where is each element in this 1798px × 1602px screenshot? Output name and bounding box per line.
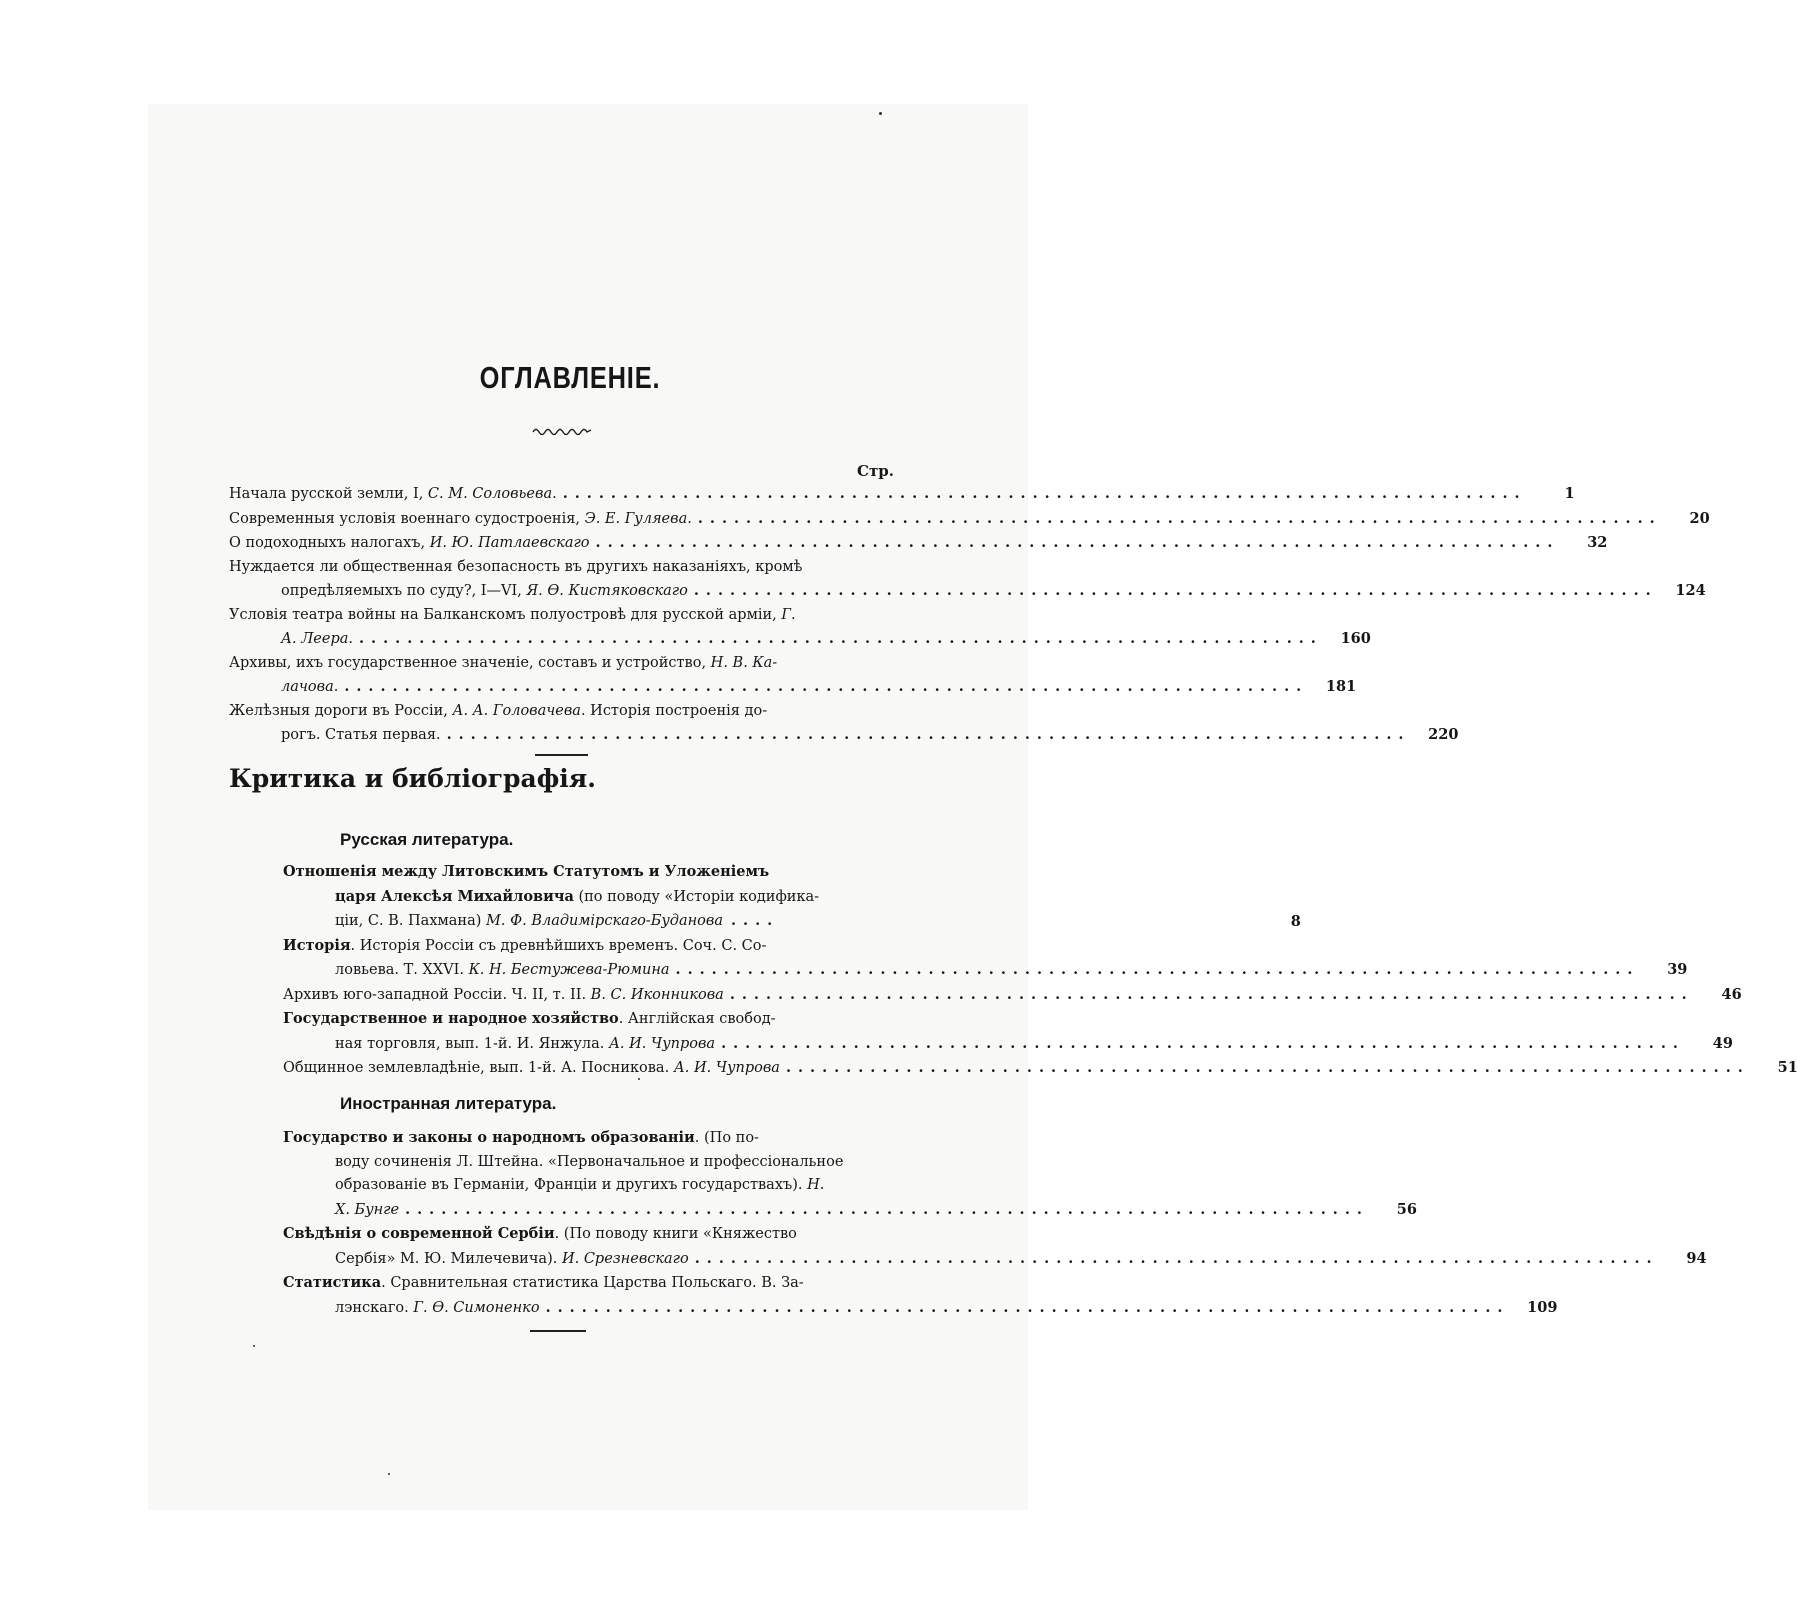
foreign-lit-heading: Иностранная литература. xyxy=(340,1094,557,1113)
divider-rule xyxy=(535,754,588,756)
toc-entry-text-line: ная торговля, вып. 1-й. И. Янжула. А. И. Чупрова xyxy=(335,1035,716,1052)
print-speck xyxy=(253,1345,255,1347)
toc-entry[interactable] xyxy=(229,531,1608,556)
toc-entry-text-line: Архивъ юго-западной Россiи. Ч. II, т. II. В. С. Иконникова xyxy=(283,986,724,1003)
toc-entry-text-line: Архивы, ихъ государственное значенiе, составъ и устройство, Н. В. Ка- xyxy=(229,654,778,671)
toc-entry[interactable] xyxy=(283,1007,1733,1056)
toc-entry[interactable] xyxy=(229,507,1710,532)
toc-entry-text-line: воду сочиненiя Л. Штейна. «Первоначальное и профессiональное xyxy=(335,1153,844,1170)
toc-entry-page: 181 xyxy=(1325,678,1357,695)
leader-dots: ................................................................................ xyxy=(693,582,1658,599)
leader-dots: ................................................................................ xyxy=(697,509,1662,527)
toc-entry-text-line: Сербiя» М. Ю. Милечевича). И. Срезневскаго xyxy=(335,1250,689,1267)
toc-russian-literature xyxy=(283,860,1798,1081)
toc-entry-text-line: опредѣляемыхъ по суду?, I—VI, Я. Ѳ. Кистяковскаго xyxy=(281,583,688,599)
toc-entry-page: 39 xyxy=(1667,961,1688,978)
toc-entry[interactable] xyxy=(283,1222,1707,1271)
toc-entry-text-line: образованiе въ Германiи, Францiи и другихъ государствахъ). Н. xyxy=(335,1177,825,1193)
toc-entry-text-line: цiи, С. В. Пахмана) М. Ф. Владимiрскаго-Буданова .... xyxy=(335,912,780,929)
toc-entry-text-line: О подоходныхъ налогахъ, И. Ю. Патлаевскаго xyxy=(229,535,590,551)
toc-entry-page: 51 xyxy=(1777,1059,1798,1076)
toc-entry-text-line: царя Алексѣя Михайловича (по поводу «Исторiи кодифика- xyxy=(335,887,820,905)
toc-entry-text-line: Отношенiя между Литовскимъ Статутомъ и Уложенiемъ xyxy=(283,863,770,880)
toc-entry-text-line: ловьева. Т. XXVI. К. Н. Бестужева-Рюмина xyxy=(335,962,670,978)
toc-entry[interactable] xyxy=(283,1271,1558,1320)
leader-dots: ................................................................................ xyxy=(545,1298,1510,1316)
toc-entry-text-line: лэнскаго. Г. Ѳ. Симоненко xyxy=(335,1299,540,1316)
toc-entry[interactable] xyxy=(283,1126,1417,1222)
leader-dots: .... xyxy=(730,912,780,929)
toc-entry-text-line: А. Леера. xyxy=(281,631,353,647)
toc-entry[interactable] xyxy=(283,1056,1798,1081)
toc-entry-page: 46 xyxy=(1721,985,1742,1003)
title-ornament xyxy=(533,426,591,436)
toc-entry-page: 56 xyxy=(1396,1200,1417,1218)
toc-entry-page: 124 xyxy=(1675,582,1706,599)
toc-entry-text-line: Свѣдѣнiя о современной Сербiи. (По поводу книги «Княжество xyxy=(283,1225,797,1242)
toc-entry-text-line: Общинное землевладѣнiе, вып. 1-й. А. Посникова. А. И. Чупрова xyxy=(283,1060,780,1076)
toc-entry-text-line: лачова. xyxy=(281,679,339,695)
toc-entry-page: 109 xyxy=(1527,1298,1558,1316)
leader-dots: ................................................................................ xyxy=(721,1034,1685,1052)
toc-entry-text-line: Государство и законы о народномъ образованiи. (По по- xyxy=(283,1129,759,1146)
toc-entry-text-line: Нуждается ли общественная безопасность въ другихъ наказанiяхъ, кромѣ xyxy=(229,558,803,575)
leader-dots: ................................................................................ xyxy=(694,1249,1659,1267)
leader-dots: ................................................................................ xyxy=(344,678,1309,695)
leader-dots: ................................................................................ xyxy=(729,985,1694,1003)
toc-entry[interactable] xyxy=(283,983,1742,1008)
toc-entry-text-line: рогъ. Статья первая. xyxy=(281,727,441,743)
toc-entry[interactable] xyxy=(229,482,1575,507)
toc-entry[interactable] xyxy=(229,604,1371,652)
toc-entry[interactable] xyxy=(283,860,1301,934)
print-speck xyxy=(879,112,882,115)
leader-dots: ................................................................................ xyxy=(446,726,1411,743)
section-heading: Критика и библiографiя. xyxy=(229,764,596,793)
toc-entry-text-line: Желѣзныя дороги въ Россiи, А. А. Головачева. Исторiя построенiя до- xyxy=(229,702,768,719)
russian-lit-heading: Русская литература. xyxy=(340,830,514,849)
toc-entry-page: 94 xyxy=(1686,1249,1707,1267)
toc-entry[interactable] xyxy=(229,556,1706,604)
toc-entry-page: 32 xyxy=(1587,534,1608,551)
print-speck xyxy=(388,1473,390,1475)
toc-entry-page: 49 xyxy=(1712,1034,1733,1052)
toc-entry-page: 160 xyxy=(1340,630,1371,647)
leader-dots: ................................................................................ xyxy=(785,1059,1750,1076)
toc-entry-page: 1 xyxy=(1564,485,1575,502)
toc-entry-text-line: Х. Бунге xyxy=(335,1201,400,1218)
toc-foreign-literature xyxy=(283,1126,1707,1320)
toc-entry-text-line: Государственное и народное хозяйство. Англiйская свобод- xyxy=(283,1010,776,1027)
page-column-label: Стр. xyxy=(857,462,894,480)
leader-dots: ................................................................................ xyxy=(405,1200,1369,1218)
toc-main xyxy=(229,482,1710,748)
toc-entry-text-line: Начала русской земли, I, С. М. Соловьева. xyxy=(229,486,557,502)
toc-entry-text-line: Исторiя. Исторiя Россiи съ древнѣйшихъ временъ. Соч. С. Со- xyxy=(283,936,767,954)
toc-entry-page: 20 xyxy=(1689,509,1710,527)
page-title: ОГЛАВЛЕНIЕ. xyxy=(479,360,661,395)
toc-entry-page: 8 xyxy=(1290,913,1301,930)
leader-dots: ................................................................................ xyxy=(675,961,1640,978)
toc-entry[interactable] xyxy=(229,652,1357,700)
divider-rule xyxy=(530,1330,586,1332)
leader-dots: ................................................................................ xyxy=(595,534,1560,551)
toc-entry[interactable] xyxy=(229,700,1459,748)
toc-entry[interactable] xyxy=(283,934,1688,983)
leader-dots: ................................................................................ xyxy=(359,630,1323,647)
toc-entry-text-line: Современныя условiя военнаго судостроенiя, Э. Е. Гуляева. xyxy=(229,510,692,527)
toc-entry-text-line: Условiя театра войны на Балканскомъ полуостровѣ для русской армiи, Г. xyxy=(229,606,796,623)
toc-entry-page: 220 xyxy=(1428,726,1459,743)
toc-entry-text-line: Статистика. Сравнительная статистика Царства Польскаго. В. За- xyxy=(283,1274,804,1291)
leader-dots: ................................................................................ xyxy=(562,485,1527,502)
